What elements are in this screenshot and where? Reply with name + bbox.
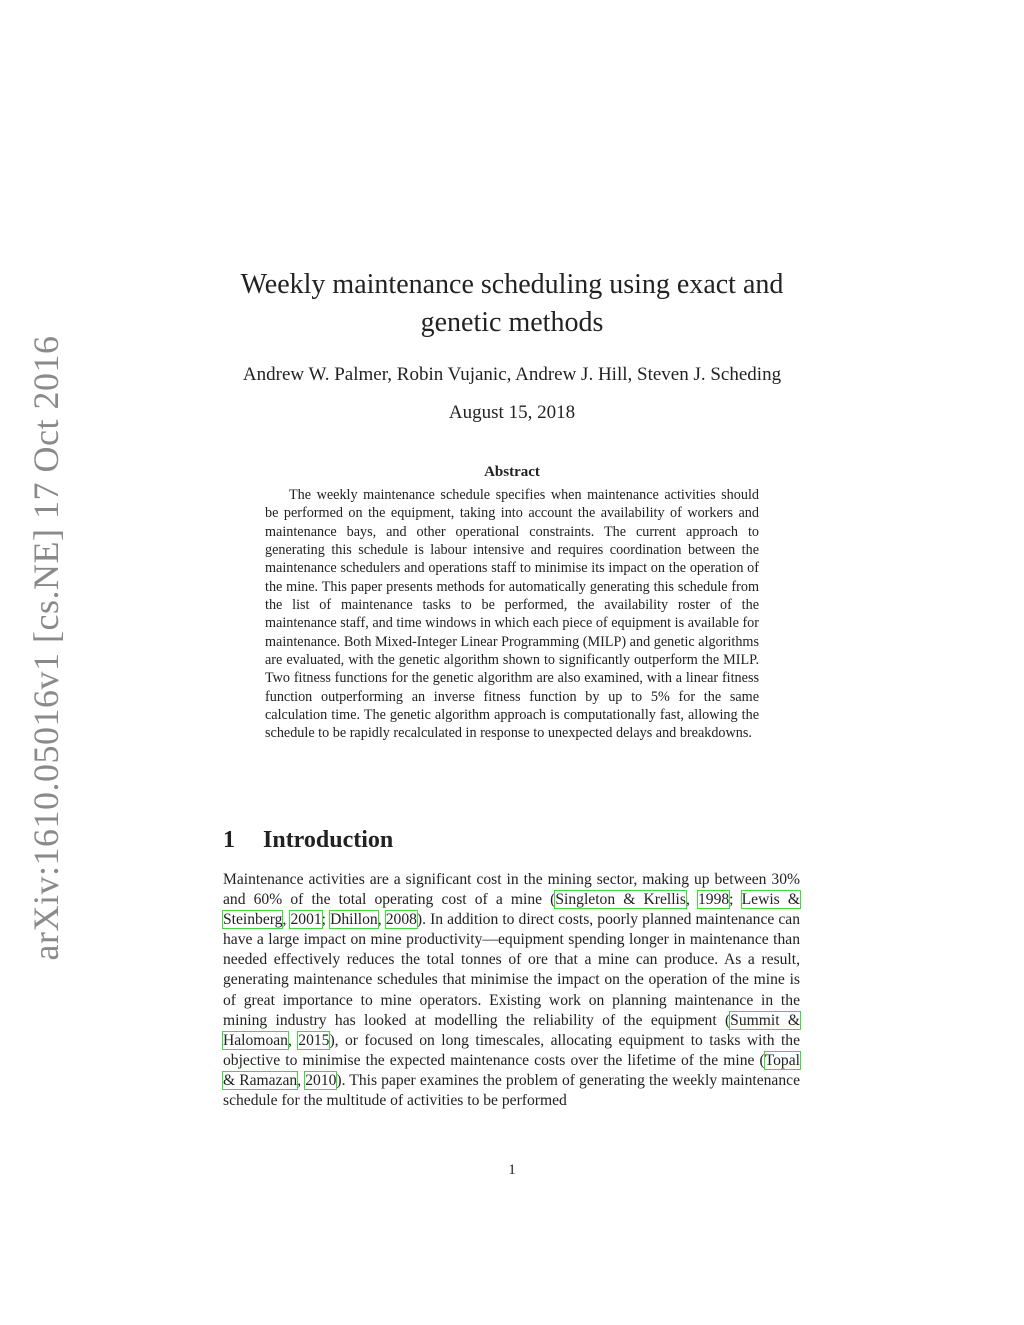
body-text: ). In addition to direct costs, poorly planned maintenance can have a large impact on mine productivity—equipment spending longer in maintenance than needed effectively reduces the total tonnes of ore that a mine can produce. As a result, generating maintenance schedules that minimise the impact on the operation of the mine is of great importance to mine operators. Existing work on planning maintenance in the mining industry has looked at modelling the reliability of the equipment ( (223, 911, 801, 1029)
abstract-heading: Abstract (484, 464, 540, 480)
citation-link-2010[interactable]: 2010 (305, 1071, 337, 1089)
body-text: Maintenance activities are a significant cost in the mining sector, making up between 30% and 60% of the total operating cost of a mine ( (223, 871, 800, 909)
citation-link-2015[interactable]: 2015 (298, 1031, 330, 1049)
body-text: ). This paper examines the problem of generating the weekly maintenance schedule for the multitude of activities to be performed (223, 1071, 800, 1110)
citation-link-2001[interactable]: 2001 (290, 911, 322, 929)
title-line-2: genetic methods (420, 307, 604, 338)
citation-link-singleton-krellis[interactable]: Singleton & Krellis (555, 891, 686, 909)
body-text: , (297, 1071, 306, 1089)
citation-link-lewis-steinberg[interactable]: Lewis & Steinberg (223, 891, 801, 929)
citation-link-2008[interactable]: 2008 (385, 911, 417, 929)
citation-link-summit-halomoan[interactable]: Summit & Halomoan (223, 1011, 800, 1049)
introduction-paragraph (223, 870, 800, 1111)
author-list (180, 362, 844, 388)
paper-title (180, 266, 844, 342)
abstract-text: The weekly maintenance schedule specifies when maintenance activities should be performed on the equipment, taking into account the availability of workers and maintenance bays, and other operational constraints. The current approach to generating this schedule is labour intensive and requires coordination between the maintenance schedulers and operations staff to minimise its impact on the operation of the mine. This paper presents methods for automatically generating this schedule from the list of maintenance tasks to be performed, the availability roster of the maintenance staff, and time windows in which each piece of equipment is available for maintenance. Both Mixed-Integer Linear Programming (MILP) and genetic algorithms are evaluated, with the genetic algorithm shown to significantly outperform the MILP. Two fitness functions for the genetic algorithm are also examined, with a linear fitness function outperforming an inverse fitness function by up to 5% for the same calculation time. The genetic algorithm approach is computationally fast, allowing the schedule to be rapidly recalculated in response to unexpected delays and breakdowns. (265, 487, 759, 742)
title-line-1: Weekly maintenance scheduling using exact and (240, 269, 784, 300)
body-text: , (685, 891, 698, 909)
body-text: , (287, 1031, 299, 1049)
citation-link-topal-ramazan[interactable]: Topal & Ramazan (223, 1051, 800, 1089)
page-number: 1 (508, 1162, 516, 1178)
publication-date: August 15, 2018 (448, 402, 576, 423)
body-text: ), or focused on long timescales, allocating equipment to tasks with the objective to minimise the expected maintenance costs over the lifetime of the mine ( (223, 1031, 801, 1069)
section-heading-introduction (223, 824, 393, 856)
body-text: , (377, 911, 386, 929)
section-number: 1 (223, 827, 235, 853)
body-text: ; (729, 891, 742, 909)
authors-text: Andrew W. Palmer, Robin Vujanic, Andrew J. Hill, Steven J. Scheding (242, 364, 782, 385)
citation-link-1998[interactable]: 1998 (697, 891, 730, 909)
body-text: ; (321, 911, 331, 929)
section-title: Introduction (263, 827, 394, 853)
citation-link-dhillon[interactable]: Dhillon (330, 911, 378, 929)
body-text: , (282, 911, 291, 929)
arxiv-identifier: arXiv:1610.05016v1 [cs.NE] 17 Oct 2016 (26, 335, 66, 961)
